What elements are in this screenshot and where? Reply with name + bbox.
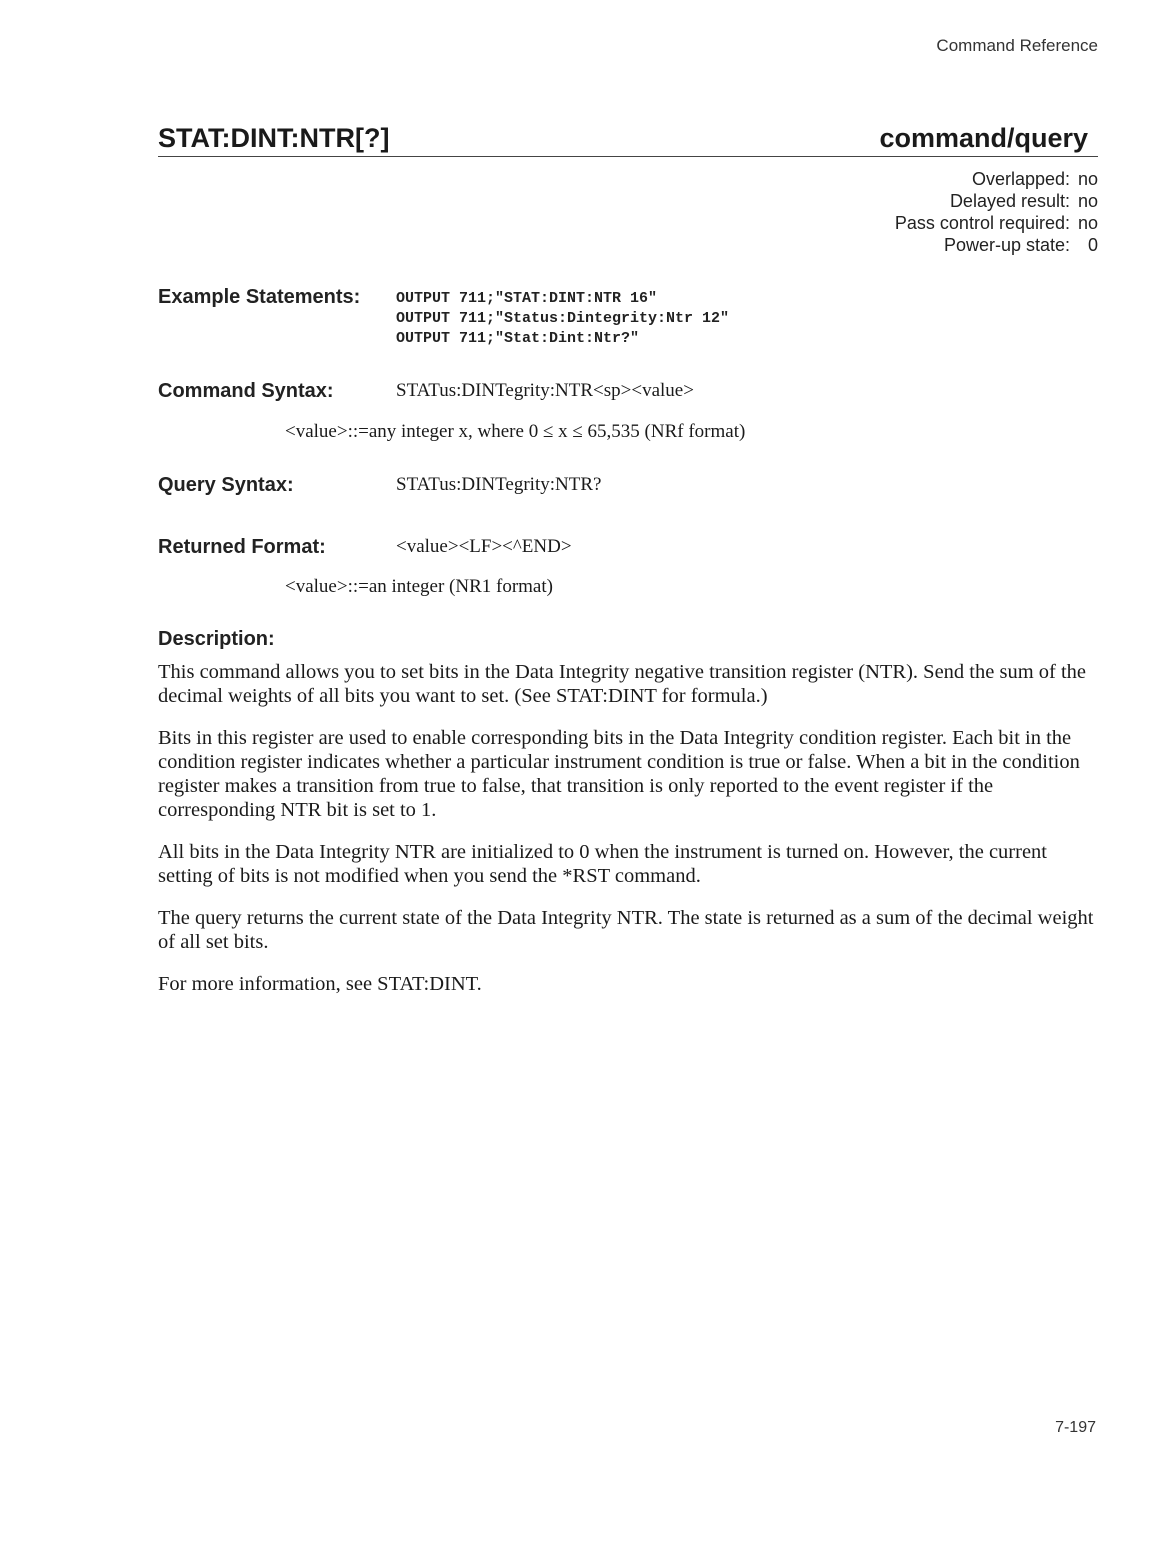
command-syntax: STATus:DINTegrity:NTR<sp><value> [396,380,694,401]
example-line: OUTPUT 711;"Status:Dintegrity:Ntr 12" [396,310,730,327]
command-type: command/query [879,123,1088,153]
running-header: Command Reference [936,36,1098,55]
example-line: OUTPUT 711;"Stat:Dint:Ntr?" [396,330,640,347]
attribute-label: Delayed result: [949,191,1070,211]
attribute-value: 0 [1087,235,1098,255]
attribute-overlapped [895,168,1098,190]
attributes-list [895,168,1098,256]
description-label: Description: [158,628,275,650]
query-syntax: STATus:DINTegrity:NTR? [396,474,602,495]
description-paragraph: All bits in the Data Integrity NTR are initialized to 0 when the instrument is turned on. However, the current setting of bits is not modified when you send the *RST command. [158,841,1047,887]
page-title: STAT:DINT:NTR[?] [158,123,390,153]
description-paragraph: The query returns the current state of the Data Integrity NTR. The state is returned as a sum of the decimal weight of all set bits. [158,907,1094,953]
example-statements-label: Example Statements: [158,286,361,308]
attribute-label: Pass control required: [894,213,1070,233]
title-row [158,124,1098,157]
description-paragraph: Bits in this register are used to enable corresponding bits in the Data Integrity condition register. Each bit in the condition register indicates whether a particular instrument condition is true or false. When a bit in the condition register makes a transition from true to false, that transition is only reported to the event register if the corresponding NTR bit is set to 1. [158,727,1080,821]
attribute-value: no [1077,213,1098,233]
returned-format-definition: <value>::=an integer (NR1 format) [285,576,553,597]
description-paragraph: This command allows you to set bits in the Data Integrity negative transition register (NTR). Send the sum of the decimal weights of all bits you want to set. (See STAT:DINT for formula.) [158,661,1087,707]
description-paragraph: For more information, see STAT:DINT. [158,973,482,995]
attribute-pass-control [895,212,1098,234]
example-statements [396,289,729,349]
returned-format-label: Returned Format: [158,536,326,558]
attribute-value: no [1077,191,1098,211]
command-syntax-definition: <value>::=any integer x, where 0 ≤ x ≤ 65,535 (NRf format) [285,421,746,442]
page-number: 7-197 [1055,1419,1096,1436]
returned-format: <value><LF><^END> [396,536,572,557]
example-line: OUTPUT 711;"STAT:DINT:NTR 16" [396,290,658,307]
description-body [158,660,1098,1014]
attribute-label: Power-up state: [943,235,1070,255]
query-syntax-label: Query Syntax: [158,474,294,496]
attribute-power-up-state [895,234,1098,256]
attribute-label: Overlapped: [971,169,1070,189]
command-syntax-label: Command Syntax: [158,380,334,402]
attribute-delayed-result [895,190,1098,212]
attribute-value: no [1077,169,1098,189]
